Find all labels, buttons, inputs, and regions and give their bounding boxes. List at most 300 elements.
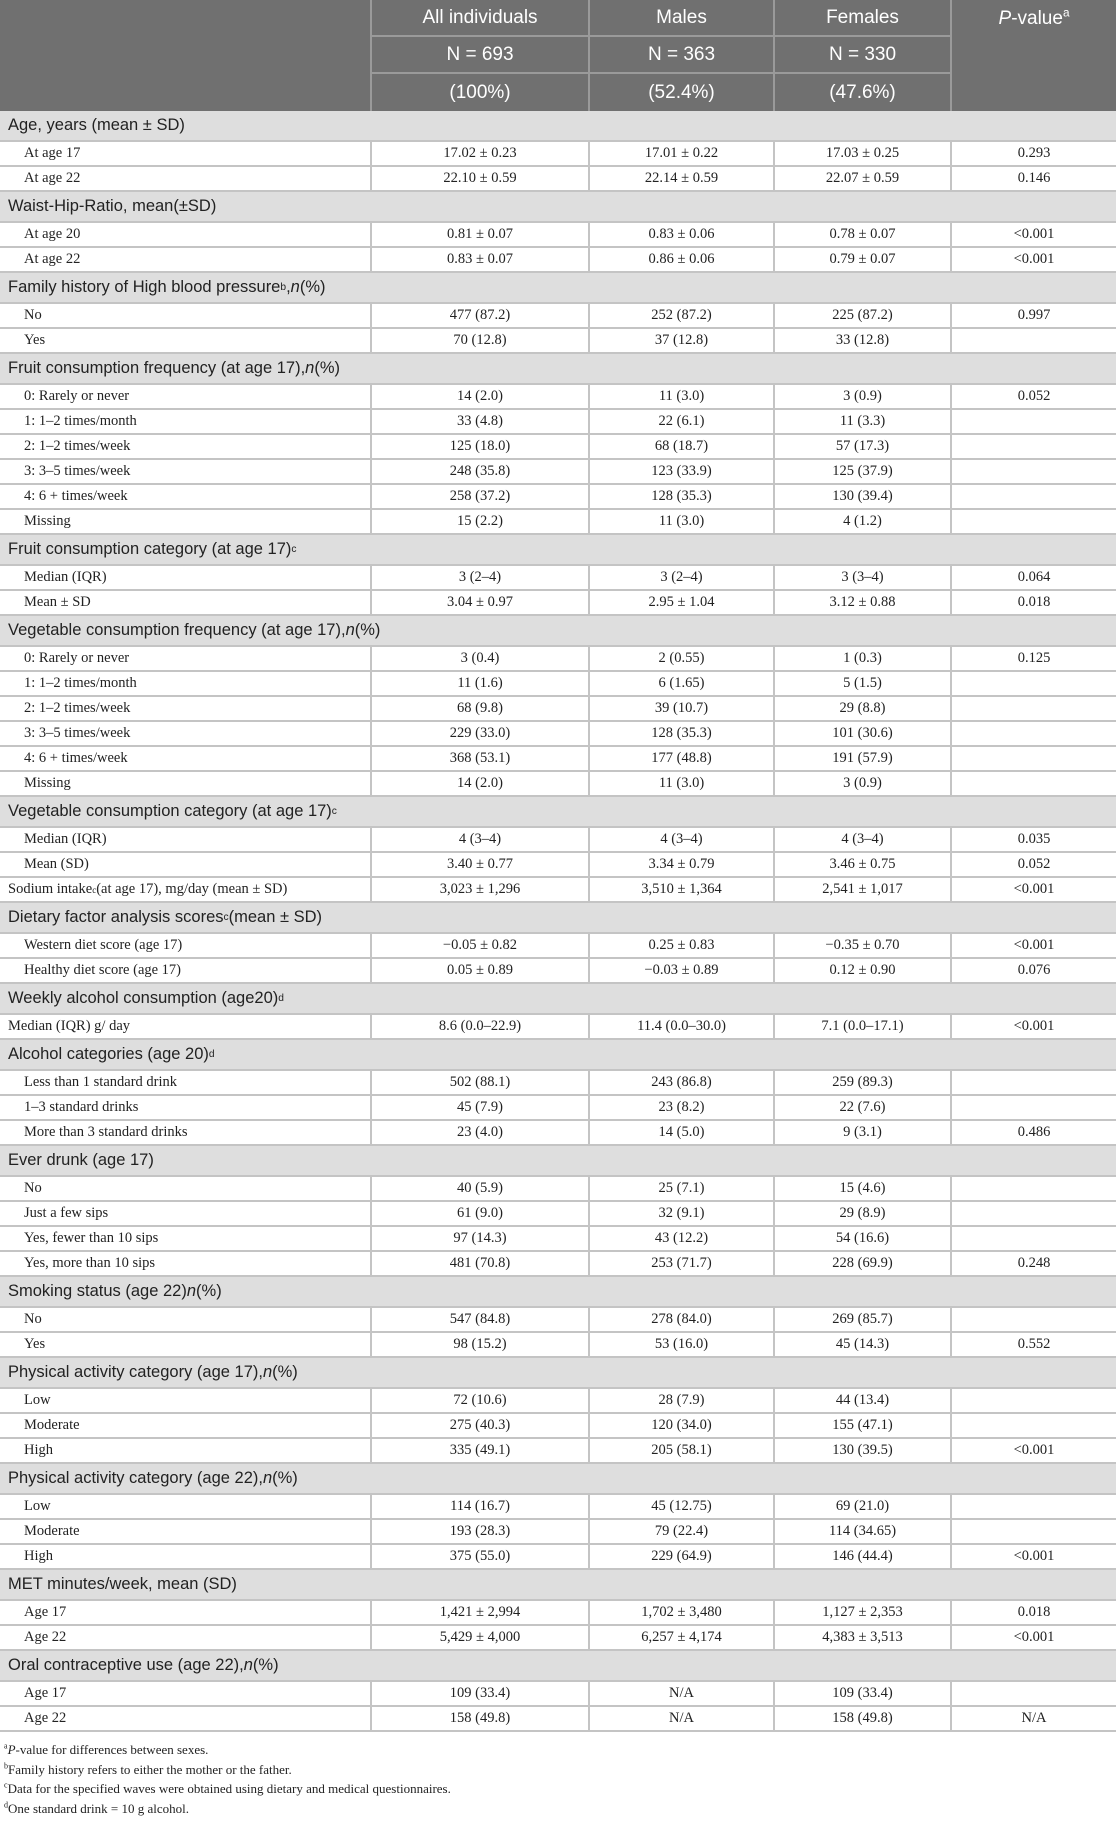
section-header [0,1570,1116,1601]
table-row [0,959,1116,984]
text-part: Yes [24,332,46,348]
cell-females: 1 (0.3) [773,647,950,670]
table-row [0,772,1116,797]
cell-males: 45 (12.75) [588,1495,773,1518]
header-col-males [588,0,773,111]
table-row [0,828,1116,853]
cell-females: 0.78 ± 0.07 [773,223,950,246]
cell-all: 375 (55.0) [370,1545,588,1568]
cell-pvalue: <0.001 [950,1439,1116,1462]
cell-all: 193 (28.3) [370,1520,588,1543]
section-header: Weekly alcohol consumption (age20) d [0,984,1116,1015]
text-part: Physical activity category (age 22), [8,1469,263,1487]
cell-females: 57 (17.3) [773,435,950,458]
text-part: (at age 17), mg/day (mean ± SD) [96,881,288,897]
cell-all: 229 (33.0) [370,722,588,745]
cell-pvalue [950,329,1116,352]
row-label [0,647,370,670]
text-part: Sodium intake [8,881,93,897]
cell-females: 158 (49.8) [773,1707,950,1730]
text-part: Fruit consumption frequency (at age 17), [8,359,306,377]
cell-females: 4 (3–4) [773,828,950,851]
cell-pvalue [950,722,1116,745]
cell-females: 130 (39.4) [773,485,950,508]
row-label [0,672,370,695]
text-part: 1–3 standard drinks [24,1099,139,1115]
row-label [0,1252,370,1275]
text-part: Missing [24,513,71,529]
table-row [0,329,1116,354]
cell-males: 6 (1.65) [588,672,773,695]
section-header [0,1358,1116,1389]
cell-females: 259 (89.3) [773,1071,950,1094]
cell-females: −0.35 ± 0.70 [773,934,950,957]
cell-all: 481 (70.8) [370,1252,588,1275]
cell-all: 114 (16.7) [370,1495,588,1518]
cell-pvalue [950,672,1116,695]
text-part: High [24,1548,53,1564]
cell-pvalue [950,1414,1116,1437]
cell-all: 17.02 ± 0.23 [370,142,588,165]
header-n: N = 693 [370,37,588,74]
text-part: Yes [24,1336,46,1352]
cell-females: 44 (13.4) [773,1389,950,1412]
cell-females: 109 (33.4) [773,1682,950,1705]
cell-all: 158 (49.8) [370,1707,588,1730]
table-header [0,0,1116,111]
cell-males: 0.86 ± 0.06 [588,248,773,271]
cell-all: 23 (4.0) [370,1121,588,1144]
cell-males: 11 (3.0) [588,772,773,795]
cell-females: 29 (8.8) [773,697,950,720]
header-n: N = 330 [773,37,950,74]
text-part: Missing [24,775,71,791]
cell-males: 79 (22.4) [588,1520,773,1543]
row-label [0,1333,370,1356]
section-header [0,354,1116,385]
text-part: No [24,1180,42,1196]
header-pvalue [950,0,1116,111]
row-label [0,329,370,352]
cell-males: 120 (34.0) [588,1414,773,1437]
table-row [0,385,1116,410]
text-part: Weekly alcohol consumption (age20) [8,989,279,1007]
text-part: Dietary factor analysis scores [8,908,224,926]
text-part: Less than 1 standard drink [24,1074,178,1090]
text-part: , [286,278,291,296]
superscript: a [4,1741,8,1751]
cell-males: 53 (16.0) [588,1333,773,1356]
cell-females: 225 (87.2) [773,304,950,327]
cell-males: 2 (0.55) [588,647,773,670]
table-row [0,142,1116,167]
cell-females: 7.1 (0.0–17.1) [773,1015,950,1038]
cell-all: 1,421 ± 2,994 [370,1601,588,1624]
cell-males: 28 (7.9) [588,1389,773,1412]
cell-males: 128 (35.3) [588,722,773,745]
row-label [0,591,370,614]
table-row [0,248,1116,273]
cell-all: 3.04 ± 0.97 [370,591,588,614]
cell-pvalue [950,1071,1116,1094]
cell-all: 0.83 ± 0.07 [370,248,588,271]
cell-all: 0.05 ± 0.89 [370,959,588,982]
cell-males: 14 (5.0) [588,1121,773,1144]
cell-pvalue: 0.076 [950,959,1116,982]
cell-pvalue: 0.064 [950,566,1116,589]
text-part: (mean ± SD) [228,908,323,926]
section-header: Alcohol categories (age 20) d [0,1040,1116,1071]
text-part: (%) [196,1282,222,1300]
text-part: 1: 1–2 times/month [24,675,137,691]
cell-all: 45 (7.9) [370,1096,588,1119]
text-part: Alcohol categories (age 20) [8,1045,209,1063]
text-part: Moderate [24,1417,80,1433]
text-part: High [24,1442,53,1458]
cell-males: 25 (7.1) [588,1177,773,1200]
table-row [0,1601,1116,1626]
cell-pvalue: <0.001 [950,1015,1116,1038]
cell-all: 335 (49.1) [370,1439,588,1462]
table-row [0,1707,1116,1732]
text-part: Age 17 [24,1604,67,1620]
row-label [0,1520,370,1543]
cell-females: 228 (69.9) [773,1252,950,1275]
cell-all: 72 (10.6) [370,1389,588,1412]
text-part: Age 17 [24,1685,67,1701]
text-part: (%) [314,359,341,377]
text-part: Healthy diet score (age 17) [24,962,182,978]
cell-males: 1,702 ± 3,480 [588,1601,773,1624]
cell-males: 3.34 ± 0.79 [588,853,773,876]
header-label: Females [773,0,950,37]
row-label [0,1121,370,1144]
superscript: c [4,1780,8,1790]
cell-pvalue: 0.997 [950,304,1116,327]
table-row [0,1414,1116,1439]
text-part: Low [24,1392,51,1408]
cell-males: 0.25 ± 0.83 [588,934,773,957]
header-pct: (47.6%) [773,74,950,111]
row-label [0,959,370,982]
text-part: Fruit consumption category (at age 17) [8,540,292,558]
text-part: Vegetable consumption category (at age 17) [8,802,332,820]
table-row [0,1389,1116,1414]
cell-all: 22.10 ± 0.59 [370,167,588,190]
text-part: 4: 6 + times/week [24,750,128,766]
text-part: 3: 3–5 times/week [24,463,131,479]
cell-females: 29 (8.9) [773,1202,950,1225]
footnote [4,1779,1112,1799]
cell-pvalue [950,697,1116,720]
cell-all: 477 (87.2) [370,304,588,327]
cell-pvalue: <0.001 [950,878,1116,901]
section-header: Family history of High blood pressure b , n (%) [0,273,1116,304]
cell-pvalue: 0.018 [950,1601,1116,1624]
text-part: At age 22 [24,251,81,267]
text-part: Physical activity category (age 17), [8,1363,263,1381]
cell-females: 17.03 ± 0.25 [773,142,950,165]
cell-pvalue [950,410,1116,433]
text-part: Median (IQR) [24,569,107,585]
cell-males: 278 (84.0) [588,1308,773,1331]
text-part: 2: 1–2 times/week [24,700,131,716]
header-pct: (100%) [370,74,588,111]
cell-females: 3 (3–4) [773,566,950,589]
cell-males: 128 (35.3) [588,485,773,508]
table-row [0,1626,1116,1651]
cell-pvalue: <0.001 [950,934,1116,957]
cell-pvalue [950,1177,1116,1200]
cell-pvalue [950,747,1116,770]
cell-females: 45 (14.3) [773,1333,950,1356]
cell-all: 15 (2.2) [370,510,588,533]
cell-all: 3,023 ± 1,296 [370,878,588,901]
row-label [0,385,370,408]
cell-females: 9 (3.1) [773,1121,950,1144]
cell-females: 69 (21.0) [773,1495,950,1518]
text-part: MET minutes/week, mean (SD) [8,1575,237,1593]
cell-all: 98 (15.2) [370,1333,588,1356]
cell-pvalue: <0.001 [950,1545,1116,1568]
table-row [0,878,1116,903]
cell-all: 3 (0.4) [370,647,588,670]
row-label [0,566,370,589]
cell-pvalue: N/A [950,1707,1116,1730]
text-part: Ever drunk (age 17) [8,1151,154,1169]
cell-females: 101 (30.6) [773,722,950,745]
row-label [0,435,370,458]
cell-pvalue [950,1389,1116,1412]
cell-males: 32 (9.1) [588,1202,773,1225]
table-row [0,1333,1116,1358]
table-row [0,1682,1116,1707]
cell-pvalue: <0.001 [950,223,1116,246]
row-label [0,460,370,483]
row-label [0,934,370,957]
table-row [0,672,1116,697]
section-header [0,111,1116,142]
table-row [0,1308,1116,1333]
cell-all: 68 (9.8) [370,697,588,720]
cell-all: −0.05 ± 0.82 [370,934,588,957]
row-label [0,1495,370,1518]
text-part: 4: 6 + times/week [24,488,128,504]
row-label [0,248,370,271]
header-n: N = 363 [588,37,773,74]
cell-females: 2,541 ± 1,017 [773,878,950,901]
cell-females: 22 (7.6) [773,1096,950,1119]
cell-all: 14 (2.0) [370,385,588,408]
table-row [0,1495,1116,1520]
table-row [0,485,1116,510]
table-row [0,1121,1116,1146]
row-label [0,1227,370,1250]
table-row [0,1202,1116,1227]
text-part: Family history of High blood pressure [8,278,281,296]
text-part: 2: 1–2 times/week [24,438,131,454]
cell-all: 258 (37.2) [370,485,588,508]
row-label [0,1439,370,1462]
table-row [0,1227,1116,1252]
header-col-all [370,0,588,111]
cell-pvalue: 0.035 [950,828,1116,851]
row-label [0,697,370,720]
text-part: 3: 3–5 times/week [24,725,131,741]
table-row [0,934,1116,959]
cell-females: 11 (3.3) [773,410,950,433]
table-row [0,1545,1116,1570]
text-part: n [305,359,315,377]
table-row [0,1520,1116,1545]
footnotes [0,1732,1116,1826]
cell-males: 252 (87.2) [588,304,773,327]
cell-males: 11.4 (0.0–30.0) [588,1015,773,1038]
superscript: b [4,1761,9,1771]
cell-females: 3.12 ± 0.88 [773,591,950,614]
cell-pvalue: 0.018 [950,591,1116,614]
cell-all: 33 (4.8) [370,410,588,433]
section-header: Dietary factor analysis scores c (mean ± SD) [0,903,1116,934]
table-row [0,435,1116,460]
text-part: Data for the specified waves were obtained using dietary and medical questionnaires. [7,1781,451,1796]
row-label [0,1414,370,1437]
cell-pvalue [950,1520,1116,1543]
cell-males: 43 (12.2) [588,1227,773,1250]
cell-all: 11 (1.6) [370,672,588,695]
row-label [0,1308,370,1331]
table-row [0,566,1116,591]
text-part: (%) [354,621,381,639]
text-part: Age, years (mean ± SD) [8,116,185,134]
text-part: No [24,307,42,323]
cell-all: 248 (35.8) [370,460,588,483]
cell-all: 4 (3–4) [370,828,588,851]
table-row [0,304,1116,329]
row-label [0,853,370,876]
row-label [0,410,370,433]
table-row [0,167,1116,192]
row-label [0,828,370,851]
row-label [0,510,370,533]
cell-pvalue: <0.001 [950,248,1116,271]
cell-pvalue [950,1227,1116,1250]
cell-males: 6,257 ± 4,174 [588,1626,773,1649]
cell-males: 23 (8.2) [588,1096,773,1119]
text-part: 0: Rarely or never [24,388,130,404]
row-label: Sodium intake c (at age 17), mg/day (mean ± SD) [8,881,288,897]
text-part: At age 20 [24,226,81,242]
text-part: Mean ± SD [24,594,91,610]
cell-males: 4 (3–4) [588,828,773,851]
text-part: At age 22 [24,170,81,186]
table-row [0,223,1116,248]
cell-males: 243 (86.8) [588,1071,773,1094]
cell-females: 146 (44.4) [773,1545,950,1568]
section-header [0,1146,1116,1177]
row-label [0,167,370,190]
text-part: (%) [272,1469,298,1487]
cell-males: 11 (3.0) [588,385,773,408]
row-label [0,1177,370,1200]
table-row [0,460,1116,485]
row-label [0,1682,370,1705]
footnote [4,1799,1112,1819]
text-part: No [24,1311,42,1327]
cell-males: N/A [588,1707,773,1730]
cell-all: 40 (5.9) [370,1177,588,1200]
row-label [0,1545,370,1568]
cell-all: 0.81 ± 0.07 [370,223,588,246]
cell-pvalue: 0.486 [950,1121,1116,1144]
table-row [0,510,1116,535]
pvalue-text: -value [1011,8,1063,29]
row-label [0,1389,370,1412]
text-part: Moderate [24,1523,80,1539]
header-label: All individuals [370,0,588,37]
table-row [0,1071,1116,1096]
text-part: Mean (SD) [24,856,89,872]
row-label [0,722,370,745]
cell-pvalue: 0.052 [950,385,1116,408]
cell-females: 22.07 ± 0.59 [773,167,950,190]
cell-females: 3 (0.9) [773,772,950,795]
cell-all: 109 (33.4) [370,1682,588,1705]
text-part: Western diet score (age 17) [24,937,183,953]
row-label [0,1626,370,1649]
row-label [0,1202,370,1225]
cell-females: 4 (1.2) [773,510,950,533]
table-row [0,410,1116,435]
text-part: 1: 1–2 times/month [24,413,137,429]
cell-all: 3 (2–4) [370,566,588,589]
cell-females: 15 (4.6) [773,1177,950,1200]
text-part: (%) [299,278,326,296]
cell-pvalue [950,1308,1116,1331]
cell-all: 61 (9.0) [370,1202,588,1225]
cell-pvalue: 0.125 [950,647,1116,670]
footnote [4,1760,1112,1780]
table-row [0,1096,1116,1121]
text-part: Waist-Hip-Ratio, mean(±SD) [8,197,217,215]
cell-all: 5,429 ± 4,000 [370,1626,588,1649]
cell-males: 22.14 ± 0.59 [588,167,773,190]
cell-females: 0.12 ± 0.90 [773,959,950,982]
header-label: Males [588,0,773,37]
cell-all: 275 (40.3) [370,1414,588,1437]
cell-males: N/A [588,1682,773,1705]
cell-males: 3 (2–4) [588,566,773,589]
cell-males: 22 (6.1) [588,410,773,433]
text-part: (%) [252,1656,279,1674]
cell-females: 191 (57.9) [773,747,950,770]
cell-males: 11 (3.0) [588,510,773,533]
section-header: Vegetable consumption category (at age 17) c [0,797,1116,828]
footnote [4,1740,1112,1760]
cell-males: 177 (48.8) [588,747,773,770]
cell-males: 2.95 ± 1.04 [588,591,773,614]
cell-males: 253 (71.7) [588,1252,773,1275]
row-label [0,142,370,165]
cell-females: 0.79 ± 0.07 [773,248,950,271]
table-row [0,722,1116,747]
text-part: Yes, fewer than 10 sips [24,1230,159,1246]
cell-males: 68 (18.7) [588,435,773,458]
table-row [0,1252,1116,1277]
cell-all: 3.40 ± 0.77 [370,853,588,876]
header-pct: (52.4%) [588,74,773,111]
table-row [0,747,1116,772]
